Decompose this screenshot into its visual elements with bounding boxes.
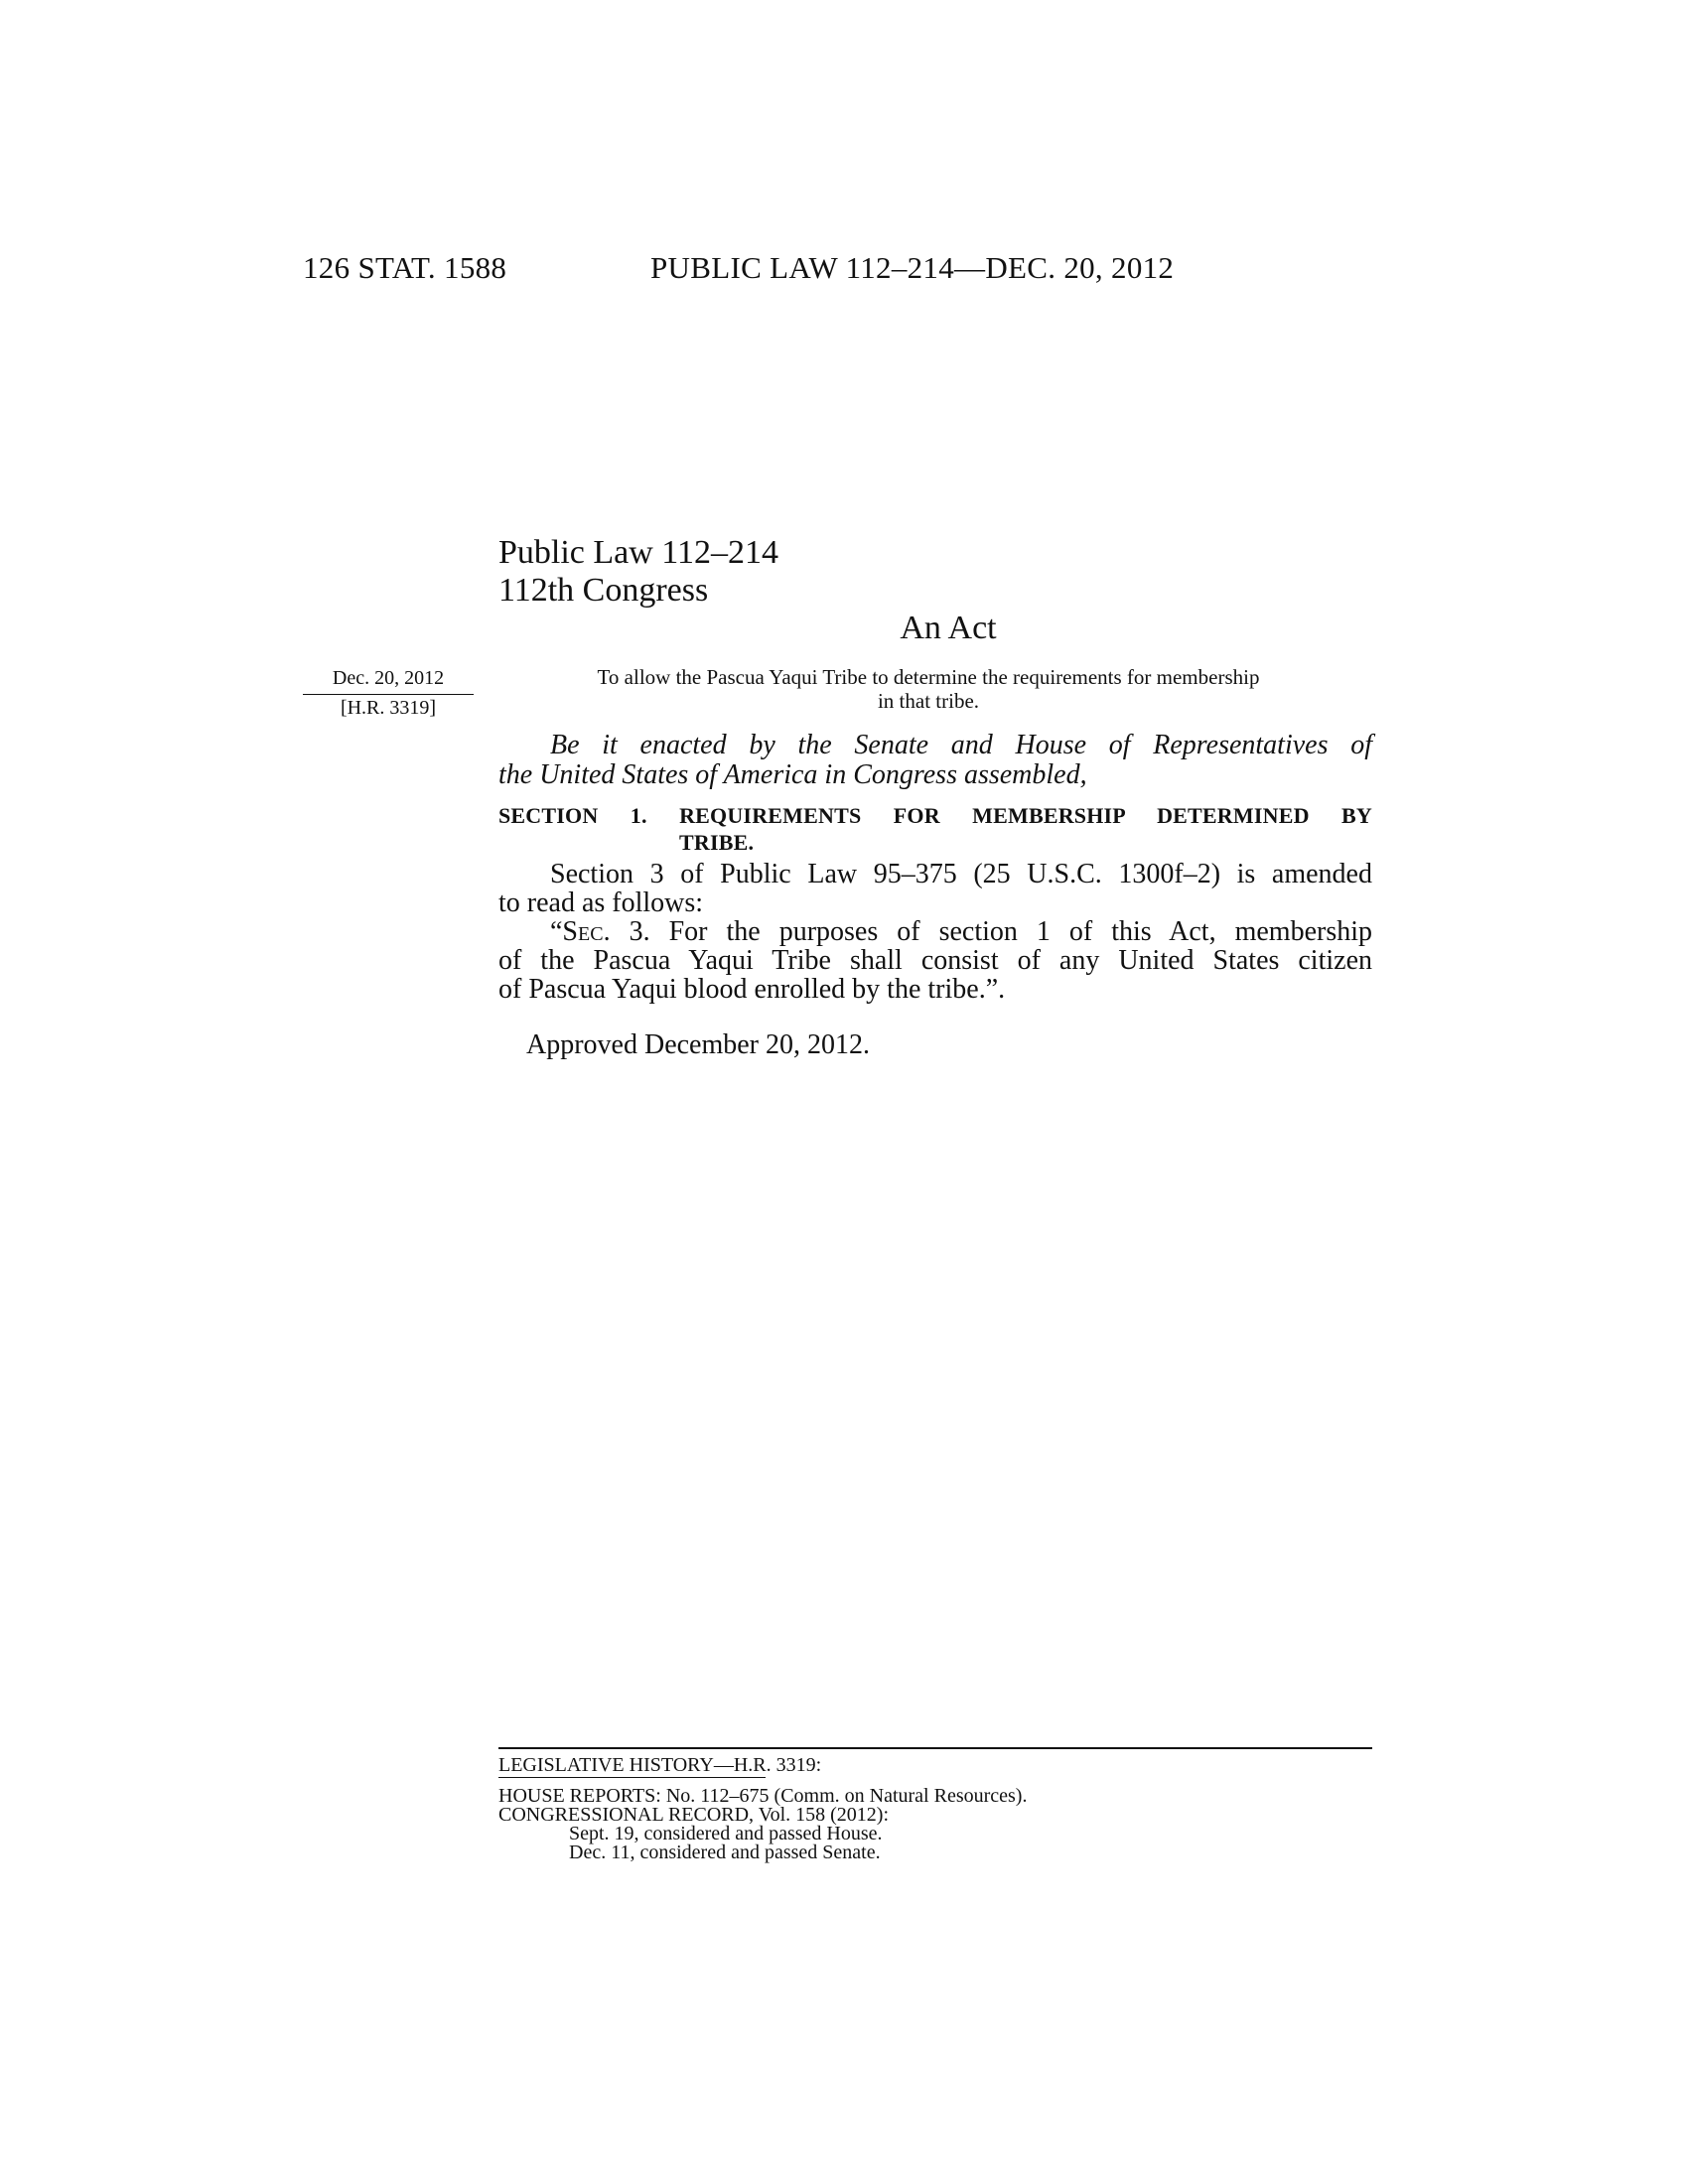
sec-abbrev: ec [578,916,604,947]
legislative-history-title [498,1754,821,1777]
body-line: to read as follows: [498,887,704,918]
amended-section-line [498,917,1372,946]
margin-note-bill: [H.R. 3319] [340,697,437,719]
purpose-line: To allow the Pascua Yaqui Tribe to determine the requirements for membership [597,665,1260,689]
enacting-line: the United States of America in Congress assembled, [498,759,1087,790]
quote-open: “S [550,916,578,947]
legislative-history-bill: —H.R. 3319: [713,1754,822,1776]
purpose-line: in that tribe. [877,689,980,713]
running-head: PUBLIC LAW 112–214—DEC. 20, 2012 [650,250,1175,285]
margin-note-date: Dec. 20, 2012 [332,667,445,689]
history-entry: Dec. 11, considered and passed Senate. [569,1842,881,1863]
congressional-record: CONGRESSIONAL RECORD, Vol. 158 (2012): [498,1804,889,1826]
act-heading: An Act [900,610,997,646]
law-number: Public Law 112–214 [498,534,779,571]
section-heading-line: SECTION 1. REQUIREMENTS FOR MEMBERSHIP DETERMINED BY [498,803,1372,828]
purpose-statement [516,665,1340,713]
house-reports: HOUSE REPORTS: No. 112–675 (Comm. on Natural Resources). [498,1785,1028,1807]
body-line: of Pascua Yaqui blood enrolled by the tribe.”. [498,974,1006,1005]
section-heading-line: TRIBE. [679,830,755,855]
footer-rule [498,1747,1372,1749]
legislative-history-underline [498,1777,766,1778]
margin-note-rule [303,694,474,695]
section-body [498,860,1372,1004]
section-heading [498,802,1372,856]
amended-text: . 3. For the purposes of section 1 of this Act, membership [603,916,1372,947]
legislative-history-label: LEGISLATIVE HISTORY [498,1754,714,1776]
enacting-line: Be it enacted by the Senate and House of Representatives of [550,730,1372,760]
congress: 112th Congress [498,572,709,609]
body-line: Section 3 of Public Law 95–375 (25 U.S.C. 1300f–2) is amended [550,859,1372,889]
approval-date: Approved December 20, 2012. [526,1029,871,1060]
enacting-clause [498,731,1372,790]
stat-page-number: 126 STAT. 1588 [303,250,507,285]
body-line: of the Pascua Yaqui Tribe shall consist of any United States citizen [498,945,1372,976]
history-entry: Sept. 19, considered and passed House. [569,1823,883,1844]
legislative-history-list [498,1787,1027,1862]
